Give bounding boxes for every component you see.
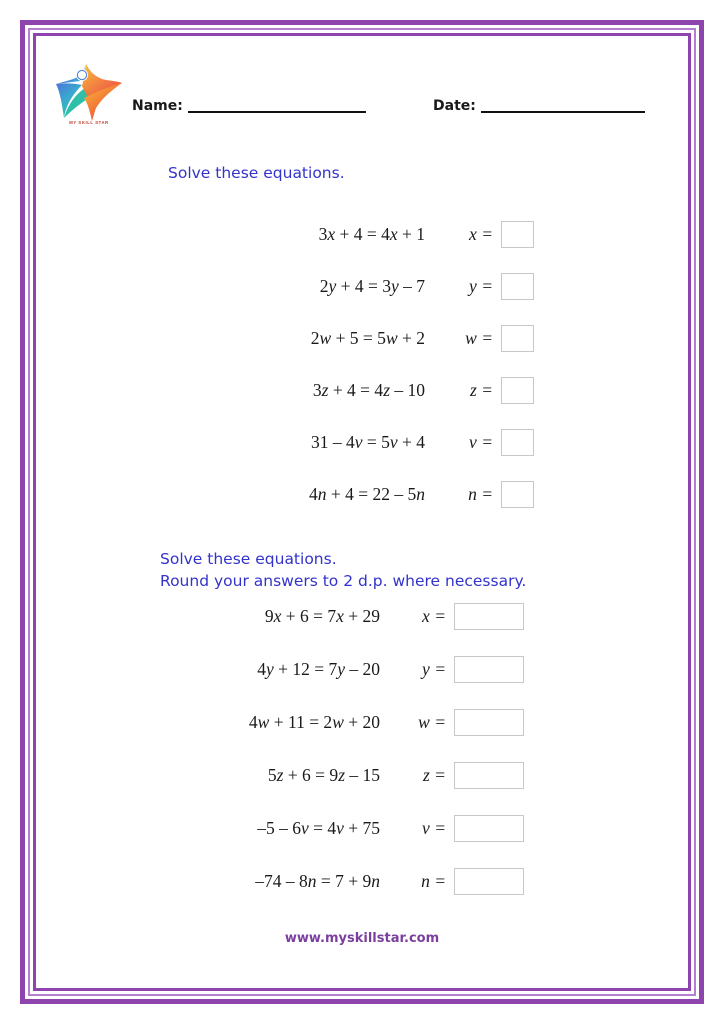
equation-variable-label: z = [470,379,493,400]
equation-variable-label: x = [469,223,493,244]
equation-expression: –74 – 8n = 7 + 9n [255,871,380,891]
equation-row [40,749,684,802]
worksheet-content [40,40,684,984]
equation-row [40,855,684,908]
answer-box[interactable] [454,603,524,630]
equation-expression: 31 – 4v = 5v + 4 [310,431,425,452]
answer-box[interactable] [454,868,524,895]
equation-row [40,364,684,416]
instruction-line: Solve these equations. [160,550,337,568]
equation-variable-label: y = [469,275,493,296]
worksheet-header [40,48,684,140]
equation-row [40,590,684,643]
equation-row [40,416,684,468]
equation-expression: 2w + 5 = 5w + 2 [310,327,425,348]
answer-box[interactable] [454,762,524,789]
answer-box[interactable] [501,481,534,508]
answer-box[interactable] [501,325,534,352]
answer-box[interactable] [501,429,534,456]
name-input-rule[interactable] [188,111,366,113]
equation-row [40,643,684,696]
footer-url[interactable]: www.myskillstar.com [284,931,440,946]
equation-expression: 2y + 4 = 3y – 7 [319,275,425,296]
equation-expression: 3z + 4 = 4z – 10 [312,379,425,400]
answer-box[interactable] [454,656,524,683]
equation-expression: 5z + 6 = 9z – 15 [267,765,380,785]
equation-section-1 [40,208,684,520]
equation-variable-label: n = [468,483,493,504]
brand-logo [52,58,126,136]
date-label: Date: [433,98,476,114]
equation-variable-label: n = [421,871,446,891]
instruction-section-2 [160,548,526,592]
answer-box[interactable] [501,273,534,300]
equation-expression: 3x + 4 = 4x + 1 [318,223,425,244]
instruction-section-1 [168,162,345,184]
equation-expression: 4w + 11 = 2w + 20 [248,712,380,732]
equation-row [40,260,684,312]
equation-section-2 [40,590,684,908]
equation-row [40,312,684,364]
equation-variable-label: z = [423,765,446,785]
equation-row [40,696,684,749]
equation-variable-label: w = [418,712,446,732]
answer-box[interactable] [501,377,534,404]
equation-expression: 9x + 6 = 7x + 29 [264,606,380,626]
answer-box[interactable] [454,815,524,842]
equation-expression: –5 – 6v = 4v + 75 [257,818,380,838]
equation-variable-label: v = [469,431,493,452]
name-label: Name: [132,98,183,114]
logo-caption: MY SKILL STAR [69,120,109,125]
equation-expression: 4y + 12 = 7y – 20 [257,659,380,679]
instruction-line: Round your answers to 2 d.p. where necessary. [160,572,527,590]
name-field[interactable] [132,98,366,114]
equation-expression: 4n + 4 = 22 – 5n [309,483,425,504]
equation-row [40,208,684,260]
date-input-rule[interactable] [481,111,645,113]
answer-box[interactable] [454,709,524,736]
equation-variable-label: x = [422,606,446,626]
answer-box[interactable] [501,221,534,248]
date-field[interactable] [433,98,645,114]
equation-variable-label: v = [422,818,446,838]
equation-variable-label: y = [422,659,446,679]
equation-variable-label: w = [465,327,493,348]
equation-row [40,802,684,855]
equation-row [40,468,684,520]
star-person-icon [52,58,126,124]
instruction-line: Solve these equations. [168,164,345,182]
